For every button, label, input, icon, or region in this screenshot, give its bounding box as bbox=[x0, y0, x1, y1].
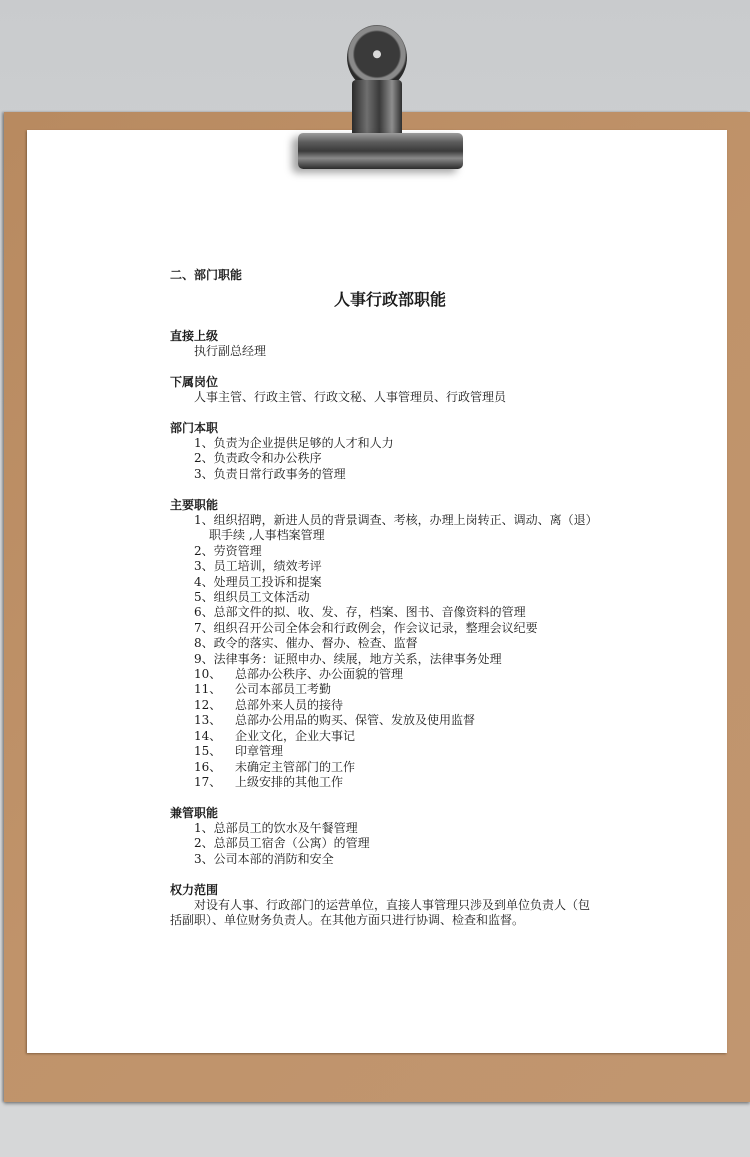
section-direct-superior bbox=[170, 328, 610, 359]
list-item: 12、 总部外来人员的接待 bbox=[194, 697, 344, 712]
list-item: 14、 企业文化，企业大事记 bbox=[194, 728, 356, 743]
section-authority-scope bbox=[170, 882, 590, 929]
list-item: 9、法律事务：证照申办、续展，地方关系，法律事务处理 bbox=[194, 651, 502, 666]
section-title: 兼管职能 bbox=[170, 806, 219, 820]
binder-clip-icon bbox=[285, 25, 465, 175]
section-main-functions bbox=[170, 497, 610, 790]
list-item: 16、 未确定主管部门的工作 bbox=[194, 759, 356, 774]
clip-bar bbox=[298, 133, 463, 169]
list-item: 2、负责政令和办公秩序 bbox=[194, 451, 322, 466]
list-item: 11、 公司本部员工考勤 bbox=[194, 682, 332, 697]
list-item: 1、总部员工的饮水及午餐管理 bbox=[194, 821, 358, 835]
document-title: 人事行政部职能 bbox=[333, 290, 446, 309]
list-item: 17、 上级安排的其他工作 bbox=[194, 774, 344, 789]
list-item: 8、政令的落实、催办、督办、检查、监督 bbox=[194, 636, 418, 651]
list-item: 4、处理员工投诉和提案 bbox=[194, 574, 322, 589]
section-subordinate-positions bbox=[170, 374, 610, 405]
list-item-continuation: 职手续 ,人事档案管理 bbox=[209, 528, 325, 543]
section-title: 下属岗位 bbox=[170, 375, 219, 389]
section-title: 权力范围 bbox=[170, 883, 219, 897]
section-content: 执行副总经理 bbox=[194, 344, 267, 358]
section-heading: 二、部门职能 bbox=[170, 268, 243, 282]
list-item: 3、员工培训，绩效考评 bbox=[194, 559, 322, 574]
section-department-duties bbox=[170, 420, 610, 482]
list-item: 5、组织员工文体活动 bbox=[194, 590, 310, 605]
list-item: 15、 印章管理 bbox=[194, 744, 284, 759]
list-item: 7、组织召开公司全体会和行政例会，作会议记录，整理会议纪要 bbox=[194, 620, 538, 635]
list-item: 10、 总部办公秩序、办公面貌的管理 bbox=[194, 667, 404, 682]
list-item: 1、组织招聘，新进人员的背景调查、考核，办理上岗转正、调动、离（退） 职手续 ,人事档案管理 bbox=[170, 513, 610, 544]
list-item: 3、负责日常行政事务的管理 bbox=[194, 466, 346, 481]
list-item: 1、负责为企业提供足够的人才和人力 bbox=[194, 436, 394, 450]
section-concurrent-functions bbox=[170, 805, 610, 867]
list-item: 3、公司本部的消防和安全 bbox=[194, 851, 334, 866]
list-item: 13、 总部办公用品的购买、保管、发放及使用监督 bbox=[194, 713, 476, 728]
section-content: 人事主管、行政主管、行政文秘、人事管理员、行政管理员 bbox=[194, 390, 507, 404]
list-item: 2、劳资管理 bbox=[194, 543, 262, 558]
section-title: 主要职能 bbox=[170, 498, 219, 512]
section-title: 部门本职 bbox=[170, 421, 219, 435]
list-item: 6、总部文件的拟、收、发、存，档案、图书、音像资料的管理 bbox=[194, 605, 526, 620]
list-item: 2、总部员工宿舍（公寓）的管理 bbox=[194, 836, 370, 851]
section-title: 直接上级 bbox=[170, 329, 219, 343]
section-paragraph: 对设有人事、行政部门的运营单位，直接人事管理只涉及到单位负责人（包括副职）、单位财务负责人。在其他方面只进行协调、检查和监督。 bbox=[170, 898, 591, 928]
